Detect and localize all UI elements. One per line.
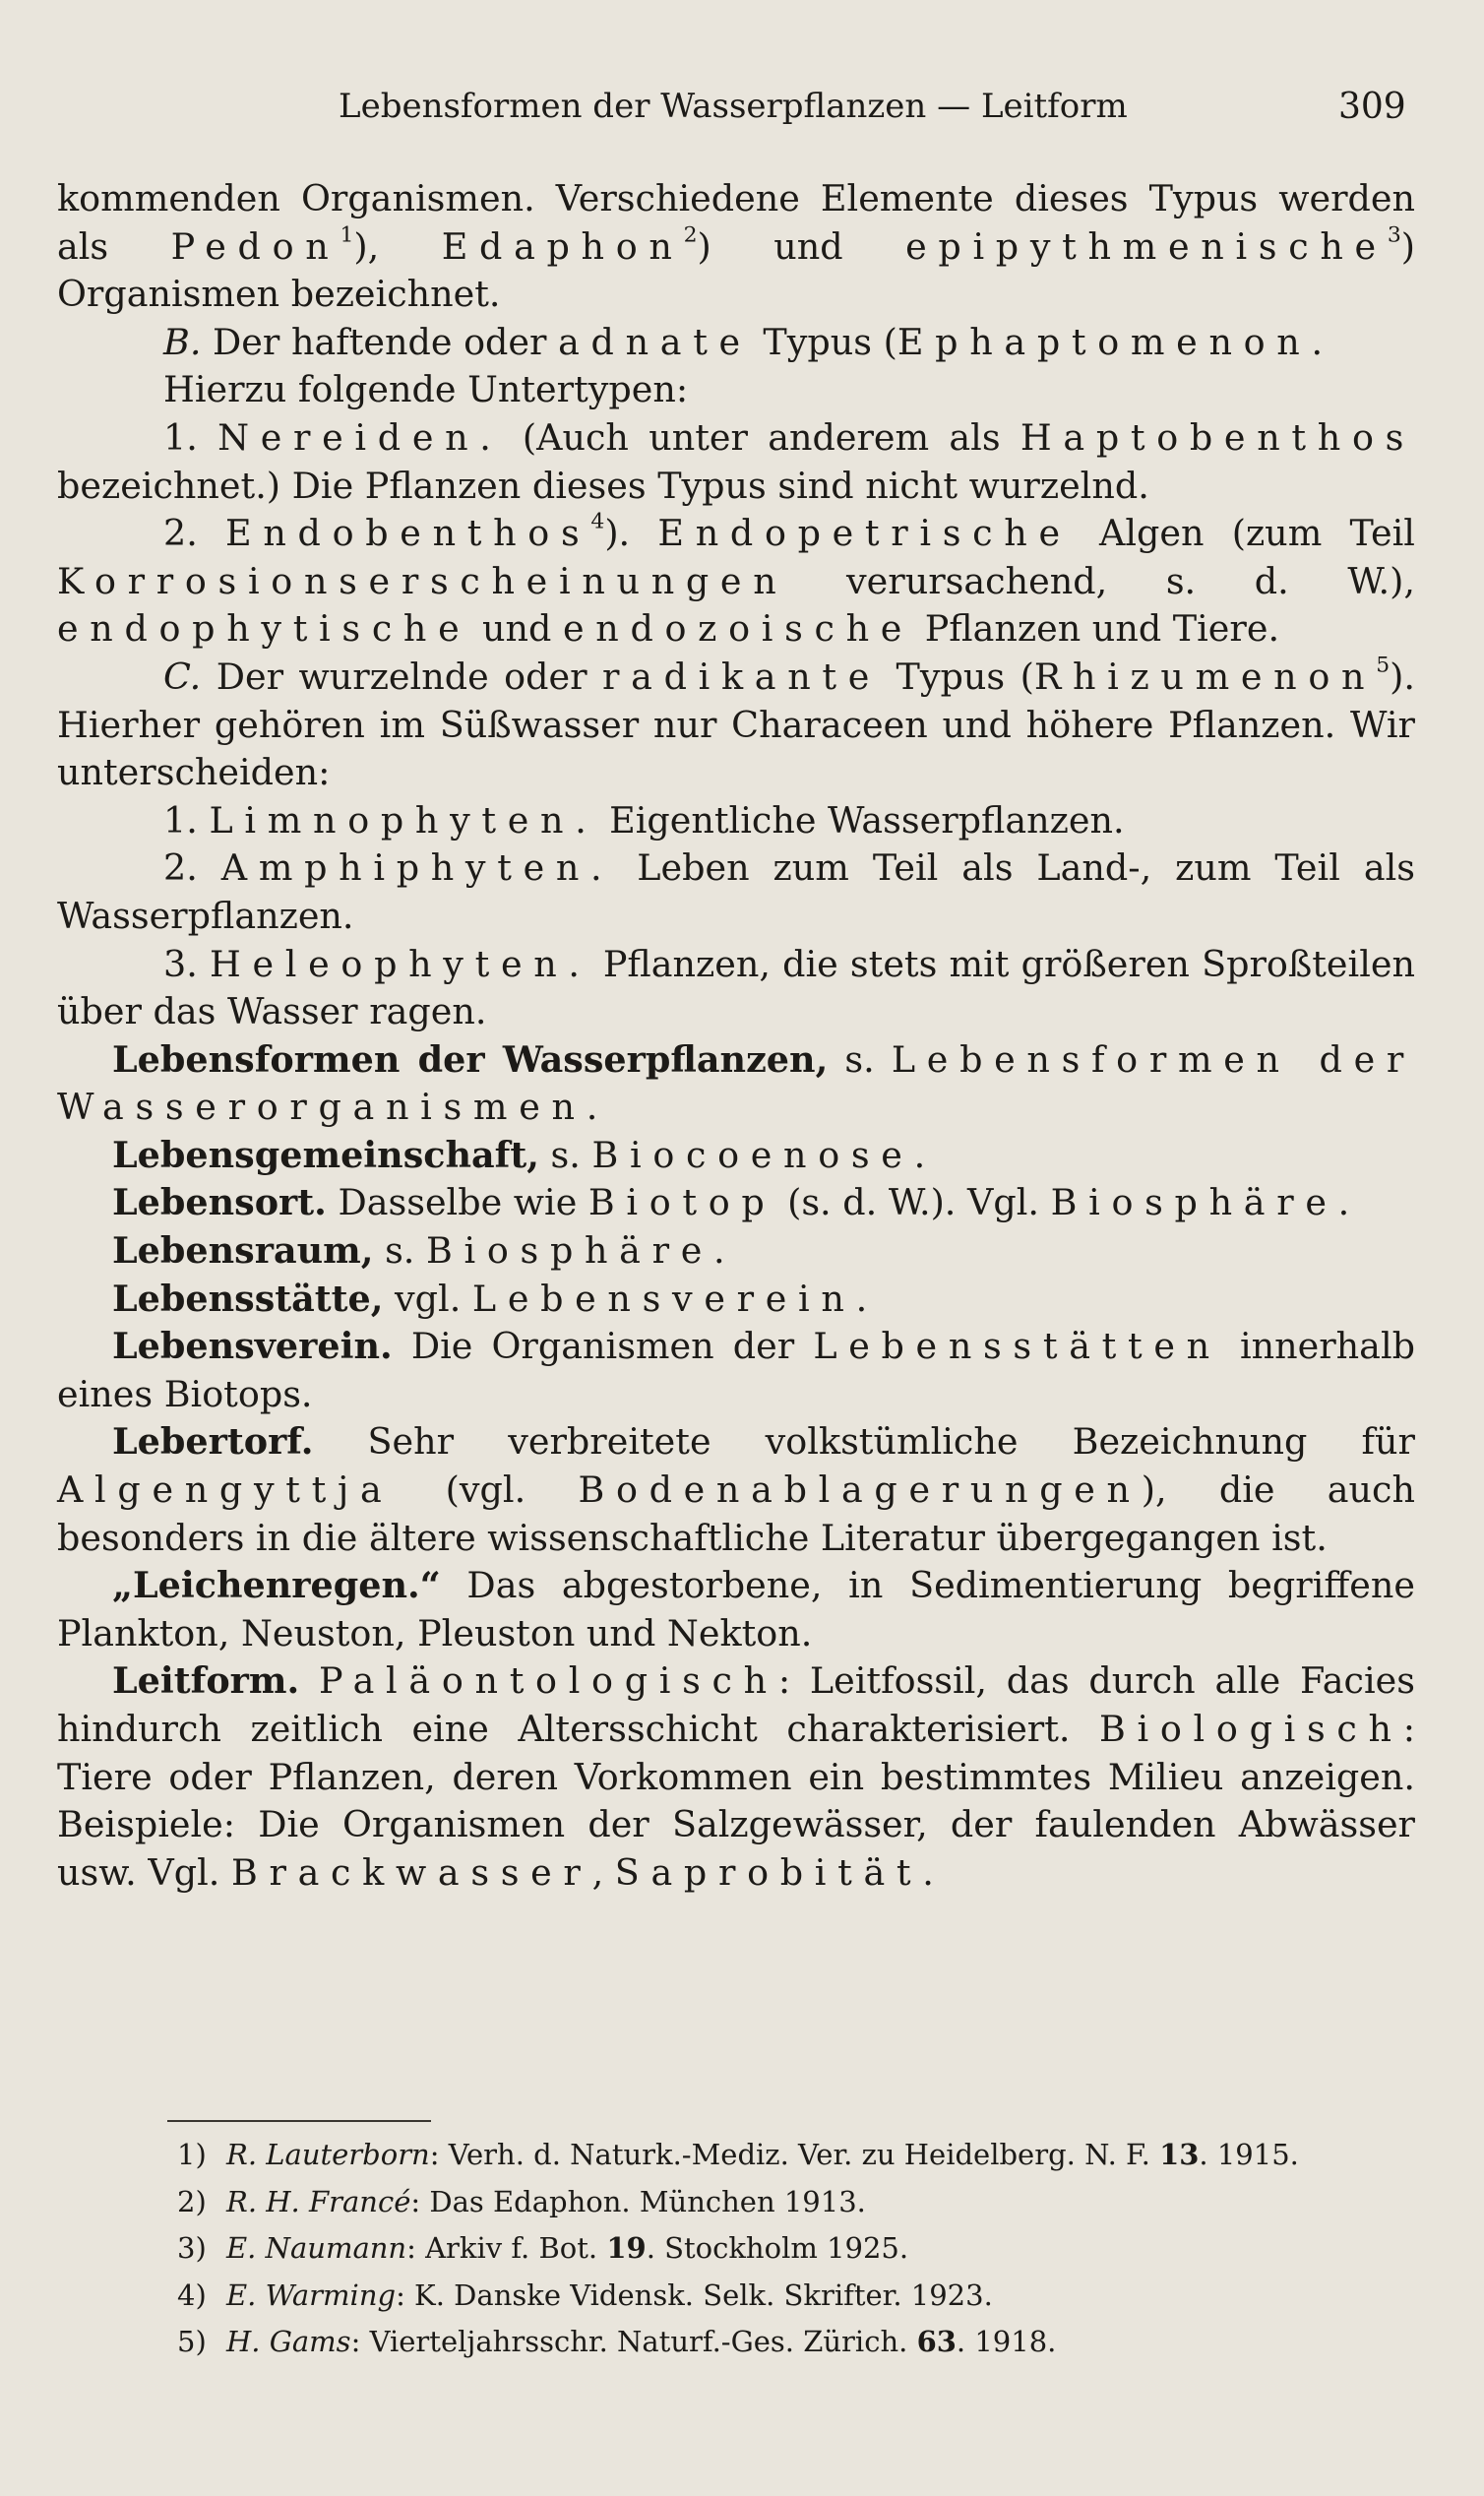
footnote-4: 4) E. Warming: K. Danske Vidensk. Selk. Skrifter. 1923.: [177, 2278, 993, 2312]
main-text: [57, 175, 1415, 1897]
paragraph-amphiphyten: 2. Amphiphyten. Leben zum Teil als Land-, zum Teil als Wasserpflanzen.: [57, 846, 1415, 937]
paragraph-limnophyten: 1. Limnophyten. Eigentliche Wasserpflanzen.: [163, 798, 1125, 842]
footnote-5: 5) H. Gams: Vierteljahrsschr. Naturf.-Ges. Zürich. 63. 1918.: [177, 2325, 1057, 2358]
entry-lebensraum: Lebensraum, s. Biosphäre.: [112, 1229, 725, 1273]
entry-lebensformen: Lebensformen der Wasserpflanzen, s. Lebensformen der Wasserorganismen.: [57, 1037, 1415, 1129]
footnote-3: 3) E. Naumann: Arkiv f. Bot. 19. Stockholm 1925.: [177, 2231, 909, 2265]
entry-lebensgemeinschaft: Lebensgemeinschaft, s. Biocoenose.: [112, 1133, 926, 1176]
paragraph-heleophyten: 3. Heleophyten. Pflanzen, die stets mit größeren Sproßteilen über das Wasser ragen.: [57, 942, 1415, 1033]
paragraph-type-b: B. Der haftende oder adnate Typus (Ephaptomenon.: [163, 320, 1324, 363]
entry-leitform: Leitform. Paläontologisch: Leitfossil, das durch alle Facies hindurch zeitlich eine Altersschicht charakterisiert. Biologisch: Tiere oder Pflanzen, deren Vorkommen ein bestimmtes Milieu anzeigen. Beispiele: Die Organismen der Salzgewässer, der faulenden Abwässer usw. Vgl. Brackwasser, Saprobität.: [57, 1659, 1416, 1894]
footnote-2: 2) R. H. Francé: Das Edaphon. München 1913.: [177, 2184, 866, 2218]
paragraph-endobenthos: 2. Endobenthos$^4$). Endopetrische Algen (zum Teil Korrosionserscheinungen verursachend, s. d. W.), endophytische und endozoische Pflanzen und Tiere.: [57, 509, 1415, 651]
footnote-1: 1) R. Lauterborn: Verh. d. Naturk.-Mediz. Ver. zu Heidelberg. N. F. 13. 1915.: [177, 2138, 1299, 2171]
running-header: [0, 87, 1484, 136]
running-title: Lebensformen der Wasserpflanzen — Leitform: [339, 87, 1128, 126]
entry-lebensort: Lebensort. Dasselbe wie Biotop (s. d. W.). Vgl. Biosphäre.: [112, 1181, 1350, 1224]
footnote-divider: [167, 2120, 431, 2122]
entry-lebensstaette: Lebensstätte, vgl. Lebensverein.: [112, 1277, 868, 1320]
entry-lebertorf: Lebertorf. Sehr verbreitete volkstümliche Bezeichnung für Algengyttja (vgl. Bodenablagerungen), die auch besonders in die ältere wissenschaftliche Literatur übergegangen ist.: [57, 1420, 1415, 1559]
paragraph-continuation: kommenden Organismen. Verschiedene Elemente dieses Typus werden als Pedon$^1$), Edaphon$^2$) und epipythmenische$^3$) Organismen bezeichnet.: [57, 177, 1415, 316]
footnotes: [177, 2132, 1427, 2366]
paragraph-subtypes-intro: Hierzu folgende Untertypen:: [163, 368, 689, 411]
paragraph-type-c: C. Der wurzelnde oder radikante Typus (Rhizumenon$^5$). Hierher gehören im Süßwasser nur Characeen und höhere Pflanzen. Wir unterscheiden:: [57, 653, 1415, 794]
entry-leichenregen: „Leichenregen.“ Das abgestorbene, in Sedimentierung begriffene Plankton, Neuston, Pleuston und Nekton.: [57, 1564, 1415, 1654]
entry-lebensverein: Lebensverein. Die Organismen der Lebensstätten innerhalb eines Biotops.: [57, 1325, 1415, 1415]
paragraph-nereiden: 1. Nereiden. (Auch unter anderem als Haptobenthos bezeichnet.) Die Pflanzen dieses Typus sind nicht wurzelnd.: [57, 415, 1416, 507]
page-number: 309: [1338, 87, 1406, 127]
